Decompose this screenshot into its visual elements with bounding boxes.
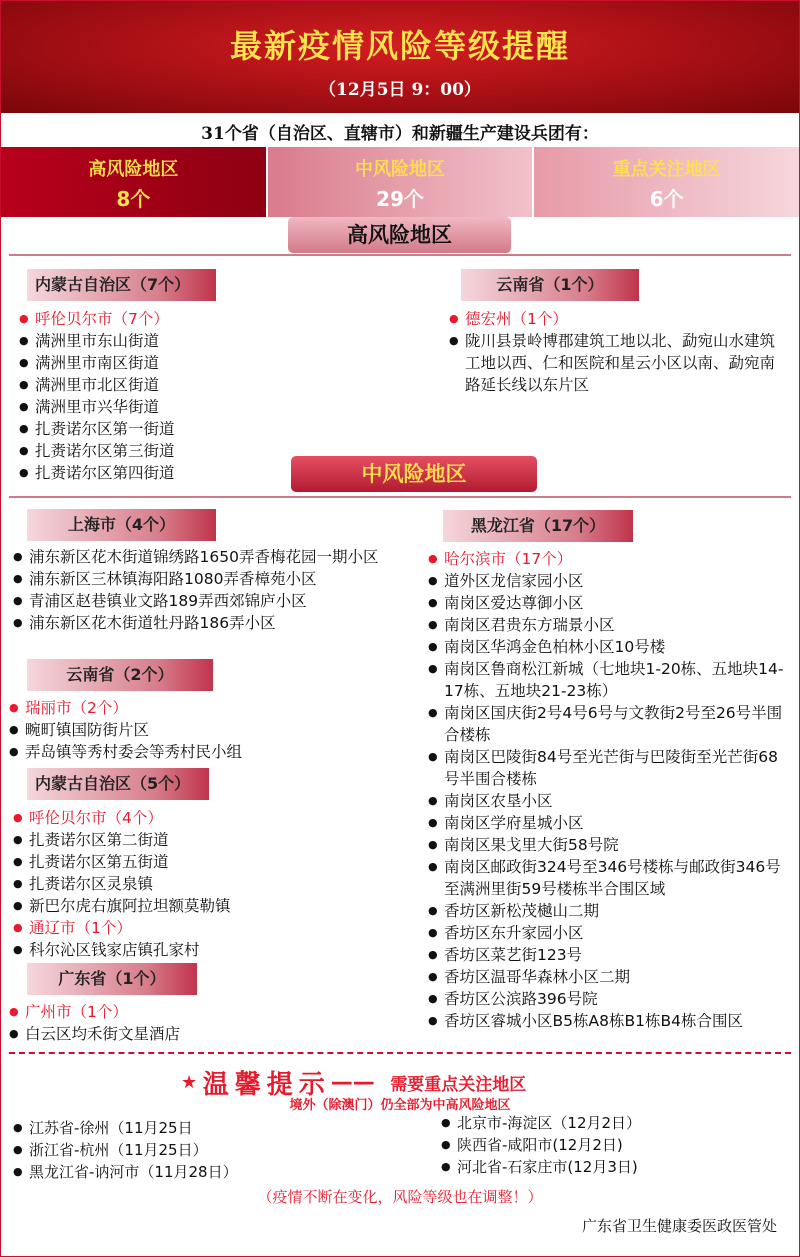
summary-high-label: 高风险地区 <box>88 159 179 180</box>
list-item: ● 香坊区菜艺街123号 <box>426 944 788 966</box>
tips-left-list <box>11 1117 391 1183</box>
summary-bar <box>1 147 799 217</box>
list-item: ● 呼伦贝尔市（7个） <box>17 308 287 330</box>
list-item: ● 南岗区君贵东方瑞景小区 <box>426 614 788 636</box>
list-item: ● 香坊区温哥华森林小区二期 <box>426 966 788 988</box>
province-header: 上海市（4个） <box>27 509 216 541</box>
list-item: ● 香坊区东升家园小区 <box>426 922 788 944</box>
summary-subtitle: 31个省（自治区、直辖市）和新疆生产建设兵团有： <box>201 124 599 144</box>
mid-guangdong-list <box>7 1001 407 1045</box>
list-item: ● 扎赉诺尔区第五街道 <box>11 851 411 873</box>
tips-dash: —— <box>330 1070 375 1095</box>
list-item: ● 南岗区果戈里大街58号院 <box>426 834 788 856</box>
list-item: ● 扎赉诺尔区灵泉镇 <box>11 873 411 895</box>
high-left-list <box>17 308 287 484</box>
list-item: ● 香坊区睿城小区B5栋A8栋B1栋B4栋合围区 <box>426 1010 788 1032</box>
mid-yunnan-list <box>7 697 407 763</box>
list-item: ● 满洲里市东山街道 <box>17 330 287 352</box>
list-item: ● 道外区龙信家园小区 <box>426 570 788 592</box>
list-item: ● 科尔沁区钱家店镇孔家村 <box>11 939 411 961</box>
summary-mid-count: 29个 <box>376 187 424 211</box>
list-item: ● 南岗区邮政街324号至346号楼栋与邮政街346号至满洲里街59号楼栋半合围区域 <box>426 856 788 900</box>
list-item: ● 黑龙江省-讷河市（11月28日） <box>11 1161 391 1183</box>
list-item: ● 通辽市（1个） <box>11 917 411 939</box>
summary-mid <box>268 147 533 217</box>
tips-title: 温馨提示 <box>202 1070 331 1100</box>
list-item: ● 广州市（1个） <box>7 1001 407 1023</box>
summary-focus <box>534 147 799 217</box>
list-item: ● 南岗区鲁商松江新城（七地块1-20栋、五地块14-17栋、五地块21-23栋） <box>426 658 788 702</box>
list-item: ● 白云区均禾街文星酒店 <box>7 1023 407 1045</box>
list-item: ● 呼伦贝尔市（4个） <box>11 807 411 829</box>
mid-section-title: 中风险地区 <box>291 456 537 492</box>
list-item: ● 南岗区国庆街2号4号6号与文教街2号至26号半围合楼栋 <box>426 702 788 746</box>
mid-neimenggu-list <box>11 807 411 961</box>
list-item: ● 满洲里市北区街道 <box>17 374 287 396</box>
tips-right-list <box>439 1112 779 1178</box>
list-item: ● 香坊区新松茂樾山二期 <box>426 900 788 922</box>
province-header: 云南省（2个） <box>27 659 213 691</box>
list-item: ● 南岗区学府星城小区 <box>426 812 788 834</box>
list-item: ● 江苏省-徐州（11月25日 <box>11 1117 391 1139</box>
list-item: ● 陇川县景岭博郡建筑工地以北、勐宛山水建筑工地以西、仁和医院和星云小区以南、勐宛南路延长线以东片区 <box>447 330 787 396</box>
list-item: ● 香坊区公滨路396号院 <box>426 988 788 1010</box>
list-item: ● 北京市-海淀区（12月2日） <box>439 1112 779 1134</box>
province-header: 云南省（1个） <box>461 269 639 301</box>
list-item: ● 满洲里市兴华街道 <box>17 396 287 418</box>
list-item: ● 南岗区农垦小区 <box>426 790 788 812</box>
summary-high <box>1 147 266 217</box>
update-time: （12月5日 9：00） <box>319 80 481 100</box>
list-item: ● 浙江省-杭州（11月25日） <box>11 1139 391 1161</box>
list-item: ● 扎赉诺尔区第二街道 <box>11 829 411 851</box>
divider <box>9 496 791 498</box>
summary-high-count: 8个 <box>116 187 151 211</box>
tips-subtitle: 需要重点关注地区 <box>390 1075 527 1095</box>
tips-abroad-note: 境外（除澳门）仍全部为中高风险地区 <box>289 1098 511 1113</box>
summary-focus-count: 6个 <box>649 187 684 211</box>
list-item: ● 弄岛镇等秀村委会等秀村民小组 <box>7 741 407 763</box>
list-item: ● 哈尔滨市（17个） <box>426 548 788 570</box>
dashed-divider <box>9 1052 791 1054</box>
list-item: ● 瑞丽市（2个） <box>7 697 407 719</box>
list-item: ● 河北省-石家庄市(12月3日) <box>439 1156 779 1178</box>
high-section-title: 高风险地区 <box>288 217 511 253</box>
list-item: ● 南岗区爱达尊御小区 <box>426 592 788 614</box>
list-item: ● 浦东新区花木街道锦绣路1650弄香梅花园一期小区 <box>11 546 391 568</box>
list-item: ● 南岗区巴陵街84号至光芒街与巴陵街至光芒街68号半围合楼栋 <box>426 746 788 790</box>
list-item: ● 畹町镇国防街片区 <box>7 719 407 741</box>
divider <box>9 254 791 256</box>
list-item: ● 青浦区赵巷镇业文路189弄西郊锦庐小区 <box>11 590 411 612</box>
province-header: 广东省（1个） <box>27 963 197 995</box>
header-banner <box>1 1 799 113</box>
high-right-list <box>447 308 787 396</box>
list-item: ● 浦东新区三林镇海阳路1080弄香樟苑小区 <box>11 568 411 590</box>
mid-heilongjiang-list <box>426 548 788 1032</box>
list-item: ● 新巴尔虎右旗阿拉坦额莫勒镇 <box>11 895 411 917</box>
summary-mid-label: 中风险地区 <box>355 159 445 180</box>
province-header: 内蒙古自治区（7个） <box>27 269 216 301</box>
list-item: ● 扎赉诺尔区第一街道 <box>17 418 287 440</box>
list-item: ● 扎赉诺尔区第三街道 <box>17 440 287 462</box>
star-icon: ★ <box>181 1072 198 1093</box>
footer-note: （疫情不断在变化，风险等级也在调整！） <box>257 1188 543 1206</box>
list-item: ● 南岗区华鸿金色柏林小区10号楼 <box>426 636 788 658</box>
page-title: 最新疫情风险等级提醒 <box>229 27 570 65</box>
province-header: 黑龙江省（17个） <box>443 510 633 542</box>
list-item: ● 德宏州（1个） <box>447 308 787 330</box>
list-item: ● 扎赉诺尔区第四街道 <box>17 462 287 484</box>
list-item: ● 陕西省-咸阳市(12月2日) <box>439 1134 779 1156</box>
summary-focus-label: 重点关注地区 <box>612 159 721 180</box>
province-header: 内蒙古自治区（5个） <box>27 768 209 800</box>
mid-shanghai-list <box>11 546 411 634</box>
list-item: ● 满洲里市南区街道 <box>17 352 287 374</box>
list-item: ● 浦东新区花木街道牡丹路186弄小区 <box>11 612 411 634</box>
signature: 广东省卫生健康委医政医管处 <box>581 1217 777 1235</box>
